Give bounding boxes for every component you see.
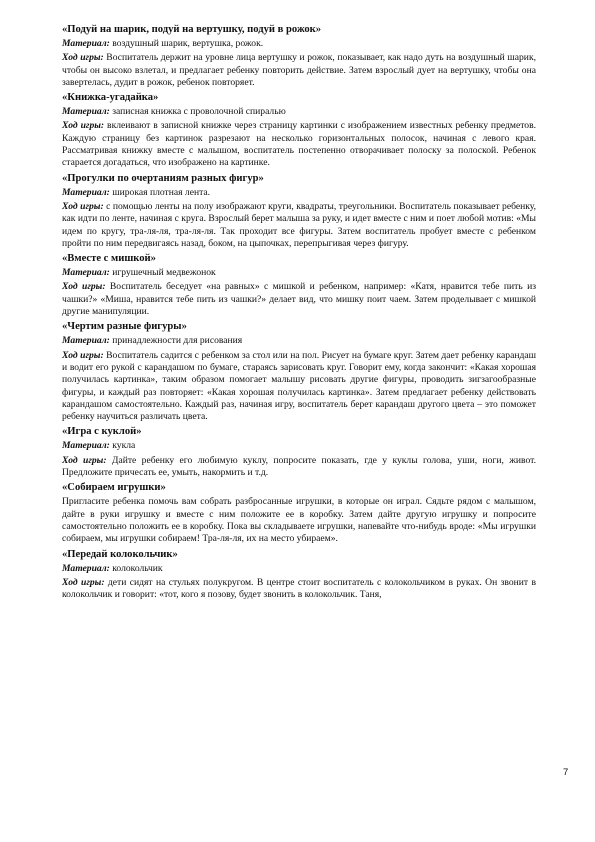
section-title: «Вместе с мишкой» <box>62 253 156 265</box>
section-3 <box>62 172 536 250</box>
game-description <box>62 577 536 602</box>
game-text: Воспитатель держит на уровне лица вертушку и рожок, показывает, как надо дуть на воздушный шарик, чтобы он высоко взлетал, и предлагает ребенку повторить действие. Затем взрослый дует на вертушку, чтобы она завертелась, дудит в рожок, ребенок повторяет. <box>62 52 536 88</box>
game-text: Пригласите ребенка помочь вам собрать разбросанные игрушки, в которые он играл. Сядьте рядом с малышом, дайте в руки игрушку и вместе с ним положите ее в коробку. Затем дайте другую игрушку и попросите самостоятельно положить ее в коробку. Пока вы складываете игрушки, напевайте что-нибудь вроде: «Мы игрушки собираем, мы игрушки собираем! Тра-ля-ля, их на место убираем». <box>62 496 536 545</box>
section-title: «Чертим разные фигуры» <box>62 321 187 333</box>
game-text: вклеивают в записной книжке через страницу картинки с изображением известных ребенку предметов. Каждую страницу без картинок разрезают на несколько горизонтальных полосок, начиная с левого края. Рассматривая книжку вместе с малышом, воспитатель постепенно отворачивает полоску за полоской. Ребенок старается догадаться, что изображено на картинке. <box>62 120 536 169</box>
material-text: широкая плотная лента. <box>109 186 211 198</box>
section-title: «Игра с куклой» <box>62 426 142 438</box>
game-text: с помощью ленты на полу изображают круги, квадраты, треугольники. Воспитатель показывает ребенку, как идти по ленте, начиная с круга. Взрослый берет малыша за руку, и идет вместе с ним и поет любой мотив: «Мы идем по кругу, тра-ля-ля, тра-ля-ля. Так проходит все фигуры. Затем воспитатель пробует вместе с ребенком пройти по ним передвигаясь назад, боком, на цыпочках, перепрыгивая через фигуру. <box>62 200 537 249</box>
game-description <box>62 455 536 480</box>
game-label: Ход игры: <box>62 349 104 361</box>
game-label: Ход игры: <box>62 120 105 132</box>
game-text: Дайте ребенку его любимую куклу, попросите показать, где у куклы голова, уши, ноги, живот. Предложите причесать ее, умыть, накормить и т.д. <box>62 454 536 479</box>
material-label: Материал: <box>62 186 110 198</box>
material-line <box>62 106 536 118</box>
section-5 <box>62 320 536 423</box>
game-description <box>62 350 536 424</box>
material-text: воздушный шарик, вертушка, рожок. <box>109 38 264 49</box>
game-label: Ход игры: <box>62 281 106 293</box>
game-text: Воспитатель садится с ребенком за стол или на пол. Рисует на бумаге круг. Затем дает ребенку карандаш и водит его рукой с карандашом по бумаге, стараясь зарисовать круг. Говорит ему, когда закончит: «Какая хорошая получилась картинка», таким образом помогает малышу рисовать другие фигуры, проводить зигзагообразные фигуры, и каждый раз повторяет: «Какая хорошая получилась картинка». Затем предлагает ребенку действовать карандашом самостоятельно. Каждый раз, начиная игру, воспитатель берет карандаш другого цвета – это поможет ребенку научиться различать цвета. <box>62 349 536 423</box>
material-label: Материал: <box>62 440 110 452</box>
material-label: Материал: <box>62 562 110 574</box>
material-line <box>62 335 536 347</box>
material-line <box>62 440 536 452</box>
material-label: Материал: <box>62 38 110 49</box>
material-text: колокольчик <box>109 562 163 574</box>
section-4 <box>62 252 536 318</box>
material-text: записная книжка с проволочной спиралью <box>109 106 286 118</box>
material-label: Материал: <box>62 106 110 118</box>
game-label: Ход игры: <box>62 52 104 64</box>
section-title: «Передай колокольчик» <box>62 548 178 560</box>
game-description <box>62 52 536 89</box>
game-description <box>62 120 536 169</box>
material-label: Материал: <box>62 267 110 279</box>
section-title: «Книжка-угадайка» <box>62 92 159 104</box>
section-title: «Прогулки по очертаниям разных фигур» <box>62 172 264 184</box>
material-line <box>62 187 536 199</box>
section-1 <box>62 23 536 89</box>
game-text: дети сидят на стульях полукругом. В центре стоит воспитатель с колокольчиком в руках. Он звонит в колокольчик и говорит: «тот, кого я позову, будет звонить в колокольчик. Таня, <box>62 576 537 601</box>
material-line <box>62 563 536 575</box>
material-label: Материал: <box>62 335 110 347</box>
section-2 <box>62 91 536 169</box>
game-label: Ход игры: <box>62 454 107 466</box>
material-text: кукла <box>109 440 136 452</box>
section-7 <box>62 481 536 545</box>
game-label: Ход игры: <box>62 576 105 588</box>
material-text: игрушечный медвежонок <box>109 267 216 279</box>
game-label: Ход игры: <box>62 200 104 212</box>
page-number: 7 <box>563 767 569 778</box>
material-text: принадлежности для рисования <box>109 335 243 347</box>
game-description <box>62 201 536 250</box>
document-page <box>62 22 536 603</box>
section-6 <box>62 425 536 479</box>
section-8 <box>62 548 536 602</box>
section-title: «Собираем игрушки» <box>62 482 166 494</box>
game-text: Воспитатель беседует «на равных» с мишкой и ребенком, например: «Катя, нравится тебе пить из чашки?» «Миша, нравится тебе пить из чашки?» делает вид, что мишку поит чаем. Затем проделывает с мишкой другие манипуляции. <box>62 281 536 318</box>
game-description <box>62 496 536 545</box>
material-line <box>62 267 536 279</box>
material-line <box>62 38 536 50</box>
game-description <box>62 281 536 318</box>
section-title: «Подуй на шарик, подуй на вертушку, подуй в рожок» <box>62 24 322 35</box>
